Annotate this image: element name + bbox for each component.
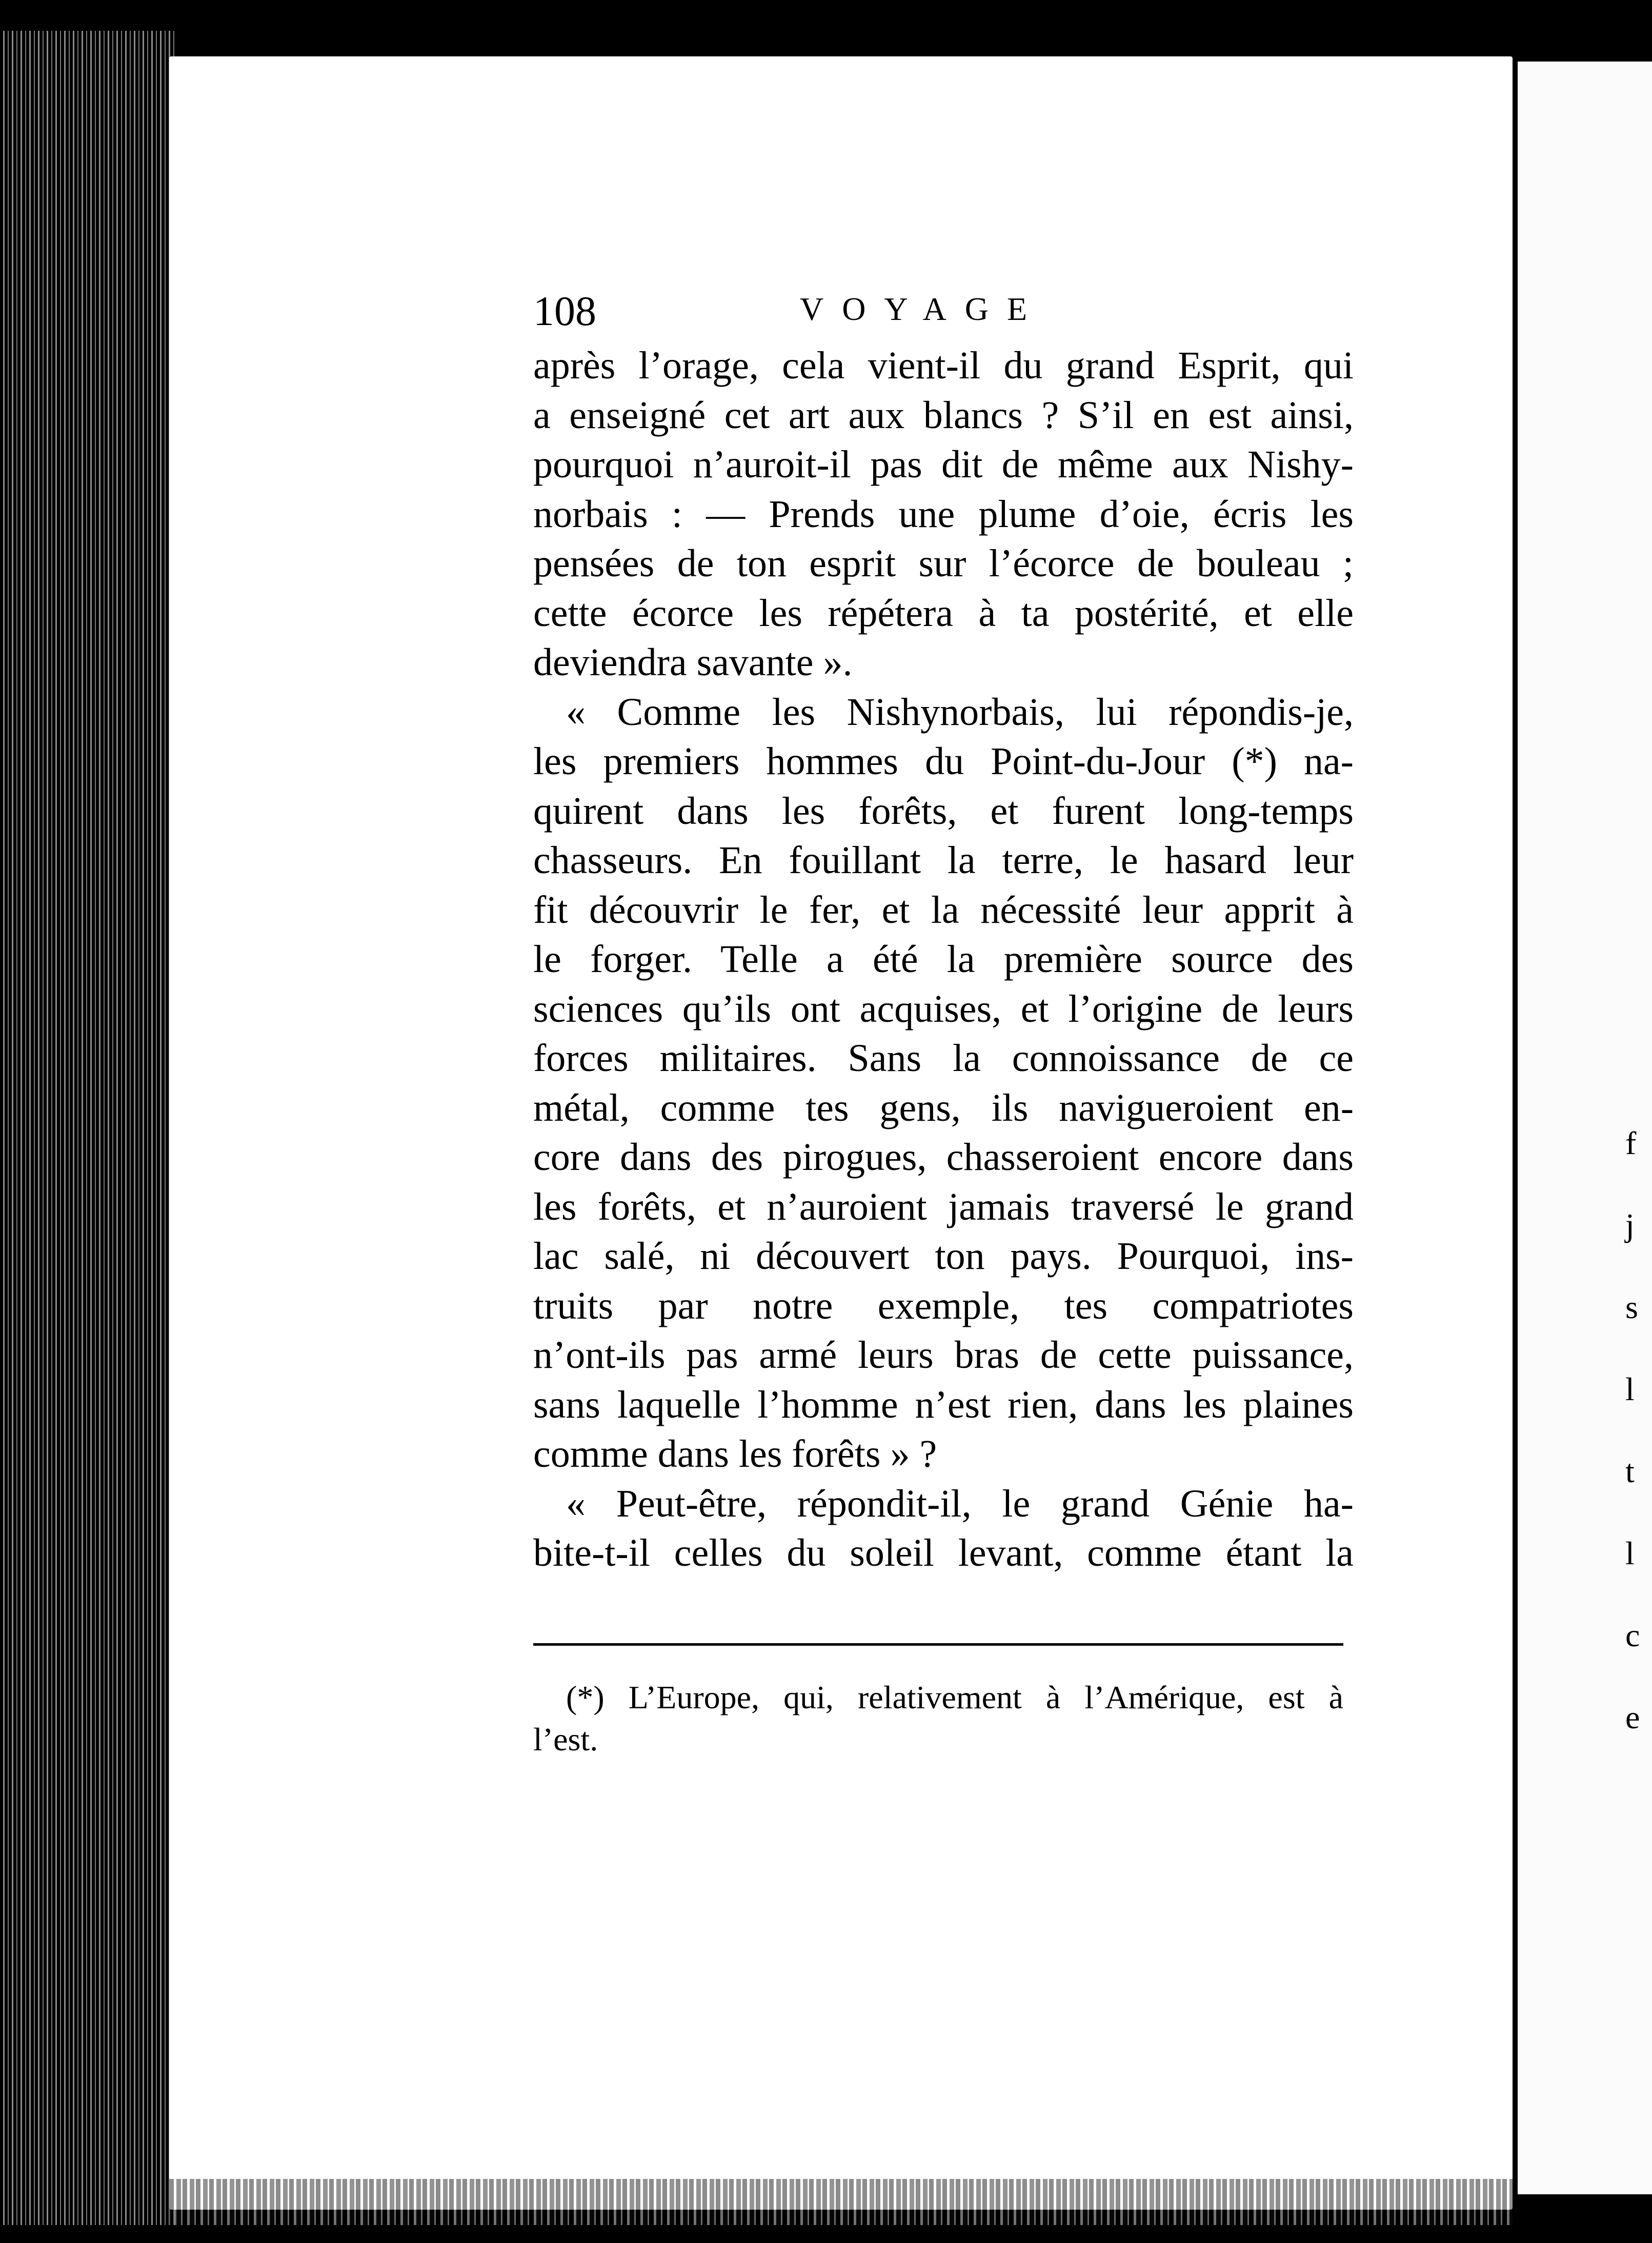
text-line: les premiers hommes du Point-du-Jour (*) na- <box>533 740 1354 783</box>
facing-letter: j <box>1625 1207 1635 1243</box>
text-line: norbais : — Prends une plume d’oie, écris les <box>533 492 1354 536</box>
facing-letter: f <box>1625 1125 1637 1161</box>
facing-letter: e <box>1625 1699 1640 1735</box>
text-line: les forêts, et n’auroient jamais traversé le grand <box>533 1185 1354 1228</box>
footnote-line: l’est. <box>533 1721 598 1757</box>
page-number: 108 <box>533 288 596 334</box>
facing-page-margin <box>1625 1102 1646 1759</box>
footnote-text: L’Europe, qui, relativement à l’Amérique, est à <box>628 1679 1344 1715</box>
running-head: VOYAGE <box>800 291 1046 327</box>
book-spine-edge <box>0 31 174 2225</box>
text-line: bite-t-il celles du soleil levant, comme étant la <box>533 1531 1354 1574</box>
text-line: après l’orage, cela vient-il du grand Esprit, qui <box>533 344 1354 387</box>
facing-letter: t <box>1625 1453 1635 1489</box>
text-line: truits par notre exemple, tes compatriotes <box>533 1284 1354 1327</box>
text-line: n’ont-ils pas armé leurs bras de cette puissance, <box>533 1333 1354 1377</box>
text-line: forces militaires. Sans la connoissance de ce <box>533 1037 1354 1080</box>
page-header <box>533 287 1354 343</box>
footnote-rule <box>533 1643 1343 1646</box>
text-line: pourquoi n’auroit-il pas dit de même aux Nishy- <box>533 443 1354 486</box>
text-line: chasseurs. En fouillant la terre, le hasard leur <box>533 839 1354 882</box>
footnote-line <box>533 1676 1343 1719</box>
text-line: métal, comme tes gens, ils navigueroient en- <box>533 1086 1354 1129</box>
footnote <box>533 1676 1343 1761</box>
text-line: « Comme les Nishynorbais, lui répondis-je, <box>566 690 1354 734</box>
facing-letter: c <box>1625 1617 1640 1653</box>
facing-letter: l <box>1625 1535 1635 1571</box>
text-line: deviendra savante ». <box>533 641 853 684</box>
text-line: comme dans les forêts » ? <box>533 1432 937 1476</box>
text-line: fit découvrir le fer, et la nécessité leur apprit à <box>533 888 1354 932</box>
text-line: quirent dans les forêts, et furent long-temps <box>533 789 1354 833</box>
text-line: lac salé, ni découvert ton pays. Pourquoi, ins- <box>533 1235 1354 1278</box>
text-line: sciences qu’ils ont acquises, et l’origine de leurs <box>533 987 1354 1030</box>
text-line: pensées de ton esprit sur l’écorce de bouleau ; <box>533 542 1354 585</box>
text-line: le forger. Telle a été la première source des <box>533 938 1354 981</box>
text-line: « Peut-être, répondit-il, le grand Génie ha- <box>566 1482 1354 1525</box>
facing-letter: s <box>1625 1289 1638 1325</box>
footnote-marker: (*) <box>566 1679 605 1715</box>
text-line: core dans des pirogues, chasseroient encore dans <box>533 1136 1354 1179</box>
facing-letter: l <box>1625 1371 1635 1407</box>
text-line: cette écorce les répétera à ta postérité, et elle <box>533 591 1354 635</box>
page-bottom-edge <box>169 2179 1513 2225</box>
body-text <box>533 341 1354 1578</box>
text-line: a enseigné cet art aux blancs ? S’il en est ainsi, <box>533 393 1354 437</box>
text-line: sans laquelle l’homme n’est rien, dans les plaines <box>533 1383 1354 1426</box>
